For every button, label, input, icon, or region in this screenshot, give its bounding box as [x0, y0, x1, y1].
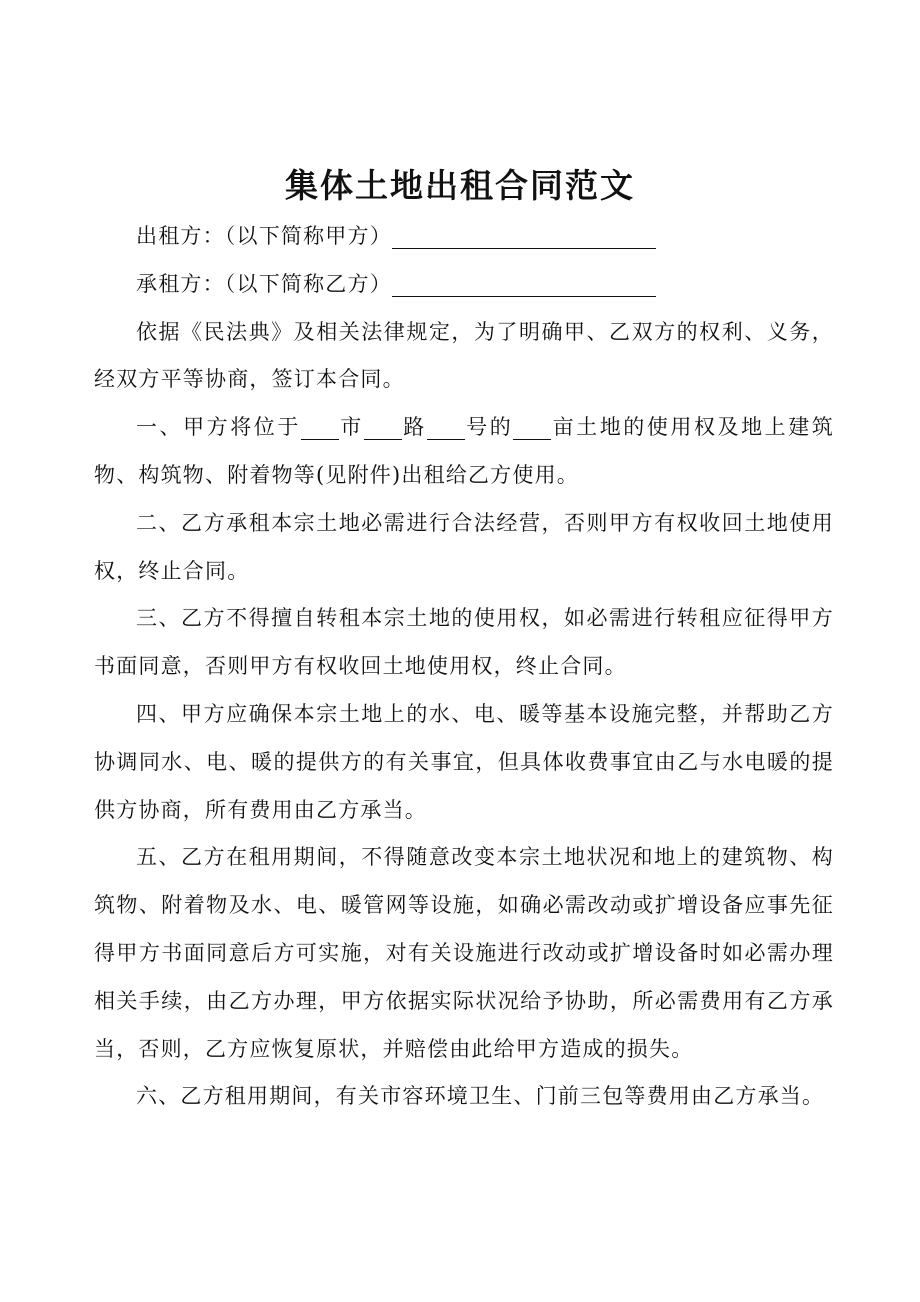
clause-6: 六、乙方租用期间，有关市容环境卫生、门前三包等费用由乙方承当。	[136, 1084, 825, 1109]
intro-paragraph: 依据《民法典》及相关法律规定，为了明确甲、乙双方的权利、义务，经双方平等协商，签订本合同。	[94, 319, 834, 392]
clause-5: 五、乙方在租用期间，不得随意改变本宗土地状况和地上的建筑物、构筑物、附着物及水、电、暖管网等设施，如确必需改动或扩增设备应事先征得甲方书面同意后方可实施，对有关设施进行改动或扩增设备时如必需办理相关手续，由乙方办理，甲方依据实际状况给予协助，所必需费用有乙方承当，否则，乙方应恢复原状，并赔偿由此给甲方造成的损失。	[94, 845, 834, 1061]
lessor-blank	[392, 222, 656, 249]
clause-1-part-4: 号的	[464, 415, 514, 440]
clause-1-part-3: 路	[401, 415, 427, 440]
clause-3: 三、乙方不得擅自转租本宗土地的使用权，如必需进行转租应征得甲方书面同意，否则甲方有权收回土地使用权，终止合同。	[94, 606, 834, 679]
clause-1-part-5: 亩土地的使用权及地上建筑物、构筑物、附着物等(见附件)出租给乙方使用。	[94, 415, 834, 487]
clause-1	[94, 404, 834, 500]
clause-1-part-1: 一、甲方将位于	[136, 415, 301, 440]
lessee-blank	[392, 270, 656, 297]
lessee-label: 承租方：（以下简称乙方）	[136, 271, 392, 296]
document-body	[94, 213, 834, 1121]
area-blank	[513, 413, 551, 440]
document-title: 集体土地出租合同范文	[285, 166, 635, 205]
city-blank	[301, 413, 339, 440]
number-blank	[427, 413, 465, 440]
clause-1-part-2: 市	[338, 415, 364, 440]
road-blank	[364, 413, 402, 440]
lessee-line	[94, 261, 834, 309]
clause-2: 二、乙方承租本宗土地必需进行合法经营，否则甲方有权收回土地使用权，终止合同。	[94, 510, 834, 583]
lessor-label: 出租方：（以下简称甲方）	[136, 224, 392, 248]
clause-4: 四、甲方应确保本宗土地上的水、电、暖等基本设施完整，并帮助乙方协调同水、电、暖的提供方的有关事宜，但具体收费事宜由乙与水电暖的提供方协商，所有费用由乙方承当。	[94, 701, 834, 822]
lessor-line	[94, 213, 834, 261]
